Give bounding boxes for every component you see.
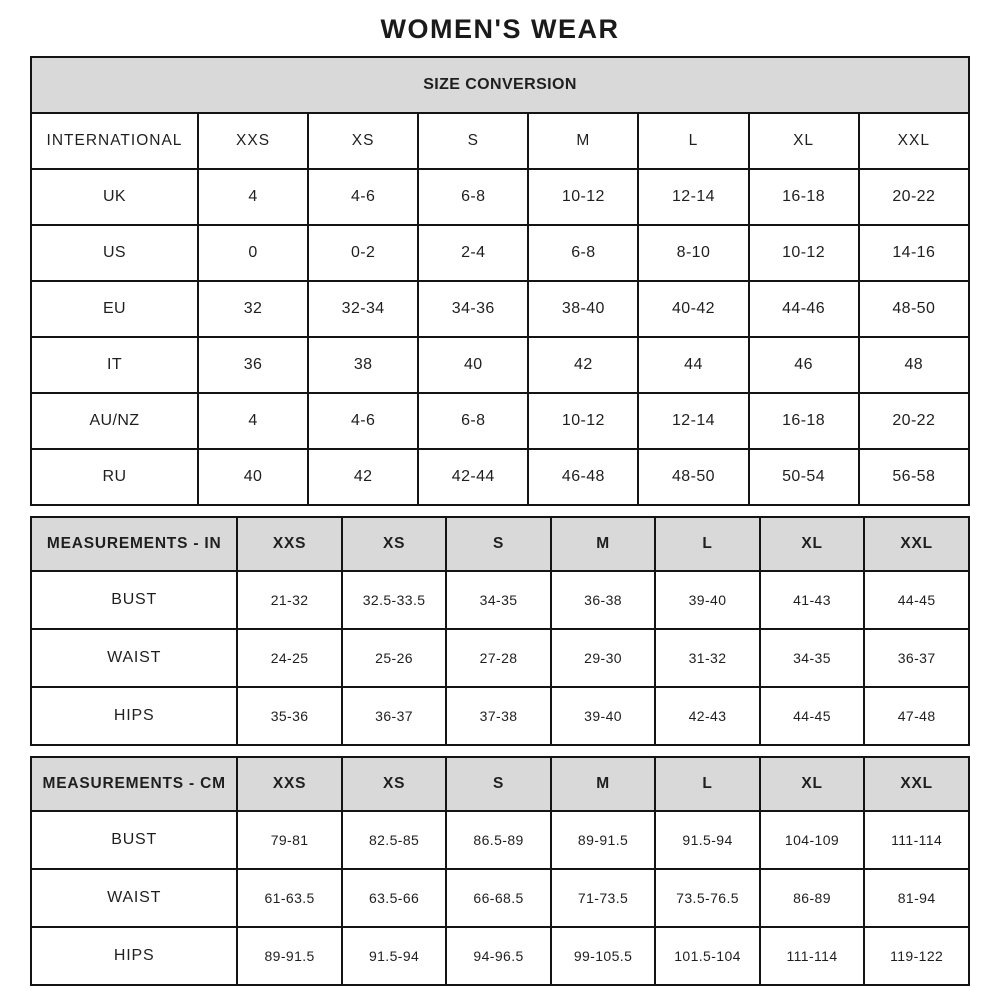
data-cell: 20-22 <box>859 169 969 225</box>
table-row <box>31 811 969 869</box>
data-cell: 36-37 <box>342 687 446 745</box>
measurements-in-table <box>30 516 970 746</box>
data-cell: 44-46 <box>749 281 859 337</box>
column-header: XXS <box>198 113 308 169</box>
data-cell: 39-40 <box>551 687 655 745</box>
column-header: XL <box>760 757 864 811</box>
data-cell: 89-91.5 <box>237 927 341 985</box>
data-cell: 119-122 <box>864 927 969 985</box>
table-row <box>31 687 969 745</box>
data-cell: 40-42 <box>638 281 748 337</box>
table-header-row <box>31 113 969 169</box>
column-header: L <box>655 757 759 811</box>
column-header: S <box>446 517 550 571</box>
column-header: L <box>655 517 759 571</box>
table-header-row <box>31 757 969 811</box>
data-cell: 32.5-33.5 <box>342 571 446 629</box>
data-cell: 27-28 <box>446 629 550 687</box>
table-row <box>31 629 969 687</box>
data-cell: 46 <box>749 337 859 393</box>
column-header: XS <box>342 757 446 811</box>
column-header: M <box>528 113 638 169</box>
data-cell: 42-44 <box>418 449 528 505</box>
data-cell: 34-35 <box>446 571 550 629</box>
table-row <box>31 393 969 449</box>
table-row <box>31 169 969 225</box>
data-cell: 56-58 <box>859 449 969 505</box>
data-cell: 50-54 <box>749 449 859 505</box>
column-header: XS <box>342 517 446 571</box>
data-cell: 16-18 <box>749 169 859 225</box>
data-cell: 47-48 <box>864 687 969 745</box>
row-label: WAIST <box>31 869 237 927</box>
data-cell: 44-45 <box>760 687 864 745</box>
data-cell: 82.5-85 <box>342 811 446 869</box>
row-label: IT <box>31 337 198 393</box>
data-cell: 12-14 <box>638 169 748 225</box>
table-banner-row <box>31 57 969 113</box>
page-title: WOMEN'S WEAR <box>380 14 620 44</box>
data-cell: 42 <box>308 449 418 505</box>
data-cell: 42-43 <box>655 687 759 745</box>
measurements-cm-table <box>30 756 970 986</box>
data-cell: 66-68.5 <box>446 869 550 927</box>
data-cell: 44 <box>638 337 748 393</box>
data-cell: 111-114 <box>760 927 864 985</box>
data-cell: 29-30 <box>551 629 655 687</box>
row-label: HIPS <box>31 927 237 985</box>
column-header: M <box>551 517 655 571</box>
column-header: XXS <box>237 517 341 571</box>
data-cell: 94-96.5 <box>446 927 550 985</box>
data-cell: 73.5-76.5 <box>655 869 759 927</box>
data-cell: 48-50 <box>638 449 748 505</box>
row-label: BUST <box>31 571 237 629</box>
data-cell: 4-6 <box>308 169 418 225</box>
data-cell: 39-40 <box>655 571 759 629</box>
data-cell: 101.5-104 <box>655 927 759 985</box>
data-cell: 48 <box>859 337 969 393</box>
row-label: HIPS <box>31 687 237 745</box>
data-cell: 10-12 <box>528 393 638 449</box>
data-cell: 81-94 <box>864 869 969 927</box>
data-cell: 8-10 <box>638 225 748 281</box>
data-cell: 40 <box>198 449 308 505</box>
data-cell: 20-22 <box>859 393 969 449</box>
data-cell: 36 <box>198 337 308 393</box>
data-cell: 61-63.5 <box>237 869 341 927</box>
data-cell: 6-8 <box>418 393 528 449</box>
data-cell: 0-2 <box>308 225 418 281</box>
data-cell: 111-114 <box>864 811 969 869</box>
data-cell: 34-36 <box>418 281 528 337</box>
data-cell: 104-109 <box>760 811 864 869</box>
data-cell: 71-73.5 <box>551 869 655 927</box>
data-cell: 86-89 <box>760 869 864 927</box>
data-cell: 12-14 <box>638 393 748 449</box>
data-cell: 41-43 <box>760 571 864 629</box>
data-cell: 24-25 <box>237 629 341 687</box>
data-cell: 86.5-89 <box>446 811 550 869</box>
column-header: S <box>446 757 550 811</box>
row-label: RU <box>31 449 198 505</box>
data-cell: 4 <box>198 169 308 225</box>
table-banner: SIZE CONVERSION <box>31 57 969 113</box>
data-cell: 38 <box>308 337 418 393</box>
data-cell: 99-105.5 <box>551 927 655 985</box>
column-header: L <box>638 113 748 169</box>
row-label: EU <box>31 281 198 337</box>
column-header: S <box>418 113 528 169</box>
row-label: US <box>31 225 198 281</box>
table-row <box>31 449 969 505</box>
data-cell: 25-26 <box>342 629 446 687</box>
table-header-row <box>31 517 969 571</box>
row-label: UK <box>31 169 198 225</box>
column-header: XXL <box>864 757 969 811</box>
data-cell: 34-35 <box>760 629 864 687</box>
data-cell: 0 <box>198 225 308 281</box>
table-row <box>31 869 969 927</box>
column-header: XXS <box>237 757 341 811</box>
data-cell: 46-48 <box>528 449 638 505</box>
data-cell: 40 <box>418 337 528 393</box>
data-cell: 32 <box>198 281 308 337</box>
data-cell: 37-38 <box>446 687 550 745</box>
data-cell: 10-12 <box>528 169 638 225</box>
data-cell: 4-6 <box>308 393 418 449</box>
data-cell: 6-8 <box>418 169 528 225</box>
column-header: XS <box>308 113 418 169</box>
data-cell: 14-16 <box>859 225 969 281</box>
data-cell: 2-4 <box>418 225 528 281</box>
data-cell: 6-8 <box>528 225 638 281</box>
size-conversion-table <box>30 56 970 506</box>
data-cell: 35-36 <box>237 687 341 745</box>
data-cell: 38-40 <box>528 281 638 337</box>
column-header: M <box>551 757 655 811</box>
column-header: XL <box>760 517 864 571</box>
column-header: MEASUREMENTS - CM <box>31 757 237 811</box>
column-header: XXL <box>859 113 969 169</box>
row-label: BUST <box>31 811 237 869</box>
data-cell: 79-81 <box>237 811 341 869</box>
data-cell: 36-37 <box>864 629 969 687</box>
data-cell: 63.5-66 <box>342 869 446 927</box>
table-row <box>31 225 969 281</box>
data-cell: 91.5-94 <box>655 811 759 869</box>
data-cell: 91.5-94 <box>342 927 446 985</box>
row-label: WAIST <box>31 629 237 687</box>
table-row <box>31 927 969 985</box>
table-row <box>31 281 969 337</box>
column-header: MEASUREMENTS - IN <box>31 517 237 571</box>
data-cell: 31-32 <box>655 629 759 687</box>
row-label: AU/NZ <box>31 393 198 449</box>
data-cell: 48-50 <box>859 281 969 337</box>
data-cell: 16-18 <box>749 393 859 449</box>
column-header: INTERNATIONAL <box>31 113 198 169</box>
table-row <box>31 337 969 393</box>
table-row <box>31 571 969 629</box>
data-cell: 44-45 <box>864 571 969 629</box>
data-cell: 32-34 <box>308 281 418 337</box>
data-cell: 4 <box>198 393 308 449</box>
column-header: XXL <box>864 517 969 571</box>
data-cell: 21-32 <box>237 571 341 629</box>
data-cell: 89-91.5 <box>551 811 655 869</box>
data-cell: 10-12 <box>749 225 859 281</box>
column-header: XL <box>749 113 859 169</box>
data-cell: 36-38 <box>551 571 655 629</box>
data-cell: 42 <box>528 337 638 393</box>
